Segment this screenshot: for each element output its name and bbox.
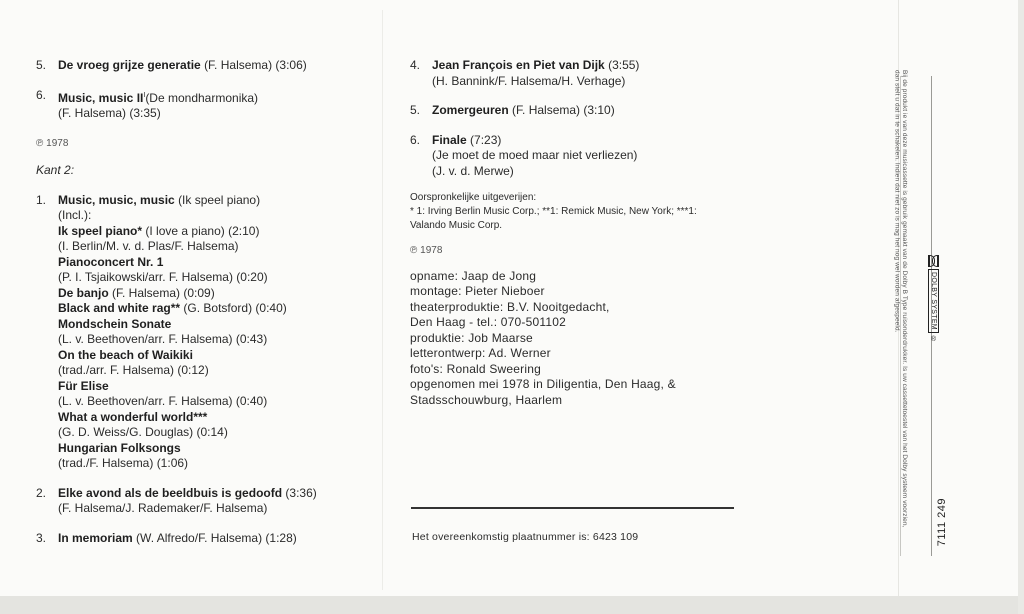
- medley-list: [58, 224, 381, 472]
- credit-line: foto's: Ronald Sweering: [410, 361, 541, 376]
- registered-icon: ®: [930, 335, 937, 343]
- copyright-line: ℗ 1978: [36, 137, 69, 149]
- track-item: [410, 58, 740, 89]
- track-title: De vroeg grijze generatie: [58, 58, 201, 72]
- medley-credit: (G. D. Weiss/G. Douglas) (0:14): [58, 425, 228, 439]
- track-title: Finale: [432, 132, 467, 147]
- track-credit: (F. Halsema) (3:35): [58, 106, 161, 120]
- medley-credit: (L. v. Beethoven/arr. F. Halsema) (0:43): [58, 332, 268, 346]
- medley-credit: (trad./F. Halsema) (1:06): [58, 456, 189, 470]
- track-credit: (J. v. d. Merwe): [432, 163, 514, 178]
- background-strip-right: [1018, 0, 1024, 614]
- publishers-block: [410, 191, 735, 233]
- track-credit: (F. Halsema) (3:06): [204, 58, 307, 72]
- credit-line: montage: Pieter Nieboer: [410, 284, 545, 298]
- medley-title: Mondschein Sonate: [58, 316, 172, 331]
- track-item: 6. Music, music $II^I(De$ mondharmonika) (F. Halsema) (3:35): [36, 87, 259, 120]
- medley-item: [58, 286, 381, 302]
- credit-line: opname: Jaap de Jong: [410, 268, 537, 283]
- medley-item: [58, 348, 381, 379]
- track-title: Music, music II: [58, 90, 144, 105]
- medley-item: [58, 317, 381, 348]
- medley-credit: (F. Halsema) (0:09): [112, 285, 215, 300]
- dolby-double-d-icon: [928, 255, 939, 266]
- medley-credit: (trad./arr. F. Halsema) (0:12): [58, 363, 209, 377]
- track-credit: (W. Alfredo/F. Halsema) (1:28): [136, 530, 297, 545]
- track-credit: (De mondharmonika): [145, 90, 259, 105]
- track-credit: (3:36): [285, 485, 317, 500]
- track-credit: (F. Halsema) (3:10): [512, 103, 615, 117]
- track-credit: (Incl.):: [58, 208, 92, 222]
- medley-title: De banjo: [58, 285, 109, 300]
- track-number: 4.: [410, 58, 421, 72]
- track-credit: (Je moet de moed maar niet verliezen): [432, 148, 638, 162]
- track-number: 2.: [36, 485, 47, 500]
- track-credit: (F. Halsema/J. Rademaker/F. Halsema): [58, 501, 268, 515]
- medley-item: [58, 379, 381, 410]
- credit-line: Stadsschouwburg, Haarlem: [410, 392, 563, 407]
- tracklist-column-left: [36, 58, 381, 546]
- background-strip: [0, 596, 1024, 614]
- track-item: [36, 486, 381, 517]
- medley-item: [58, 224, 381, 255]
- track-number: 6.: [410, 132, 421, 147]
- medley-item: [58, 301, 381, 317]
- medley-credit: (I love a piano) (2:10): [145, 223, 260, 238]
- medley-title: Ik speel piano*: [58, 223, 143, 238]
- track-credit: (7:23): [470, 132, 502, 147]
- track-item: [36, 531, 381, 547]
- medley-credit: (G. Botsford) (0:40): [183, 301, 287, 315]
- medley-credit: (L. v. Beethoven/arr. F. Halsema) (0:40): [58, 394, 268, 408]
- publishers-heading: Oorspronkelijke uitgeverijen:: [410, 192, 537, 203]
- track-title: Jean François en Piet van Dijk: [432, 58, 605, 72]
- track-number: 6.: [36, 87, 47, 102]
- medley-credit: (I. Berlin/M. v. d. Plas/F. Halsema): [58, 239, 239, 253]
- medley-title: What a wonderful world***: [58, 409, 208, 424]
- track-credit: (Ik speel piano): [178, 192, 261, 207]
- track-item: [410, 133, 740, 180]
- side-heading: Kant 2:: [36, 163, 75, 177]
- credit-line: theaterproduktie: B.V. Nooitgedacht,: [410, 299, 610, 314]
- divider-rule: [411, 507, 734, 509]
- medley-title: Pianoconcert Nr. 1: [58, 254, 164, 269]
- track-item: [410, 103, 740, 119]
- medley-title: Black and white rag**: [58, 301, 181, 315]
- track-title: Zomergeuren: [432, 103, 509, 117]
- medley-title: Für Elise: [58, 378, 109, 393]
- tracklist-column-right: [410, 58, 740, 408]
- credit-line: opgenomen mei 1978 in Diligentia, Den Haag, &: [410, 377, 676, 391]
- medley-title: On the beach of Waikiki: [58, 347, 193, 362]
- track-credit: (H. Bannink/F. Halsema/H. Verhage): [432, 73, 626, 88]
- fold-line: [382, 10, 383, 590]
- track-title: In memoriam: [58, 530, 133, 545]
- track-number: 5.: [36, 58, 47, 72]
- track-number: 3.: [36, 530, 47, 545]
- catalog-number: 7111 249: [936, 498, 948, 547]
- track-item: [36, 193, 381, 472]
- medley-item: [58, 441, 381, 472]
- credit-line: produktie: Job Maarse: [410, 330, 533, 345]
- medley-item: [58, 410, 381, 441]
- catalog-reference: Het overeenkomstig plaatnummer is: 6423 109: [412, 531, 639, 543]
- copyright-line: ℗ 1978: [410, 245, 443, 256]
- track-title: Elke avond als de beeldbuis is gedoofd: [58, 485, 283, 500]
- track-number: 1.: [36, 192, 47, 207]
- track-item: [36, 58, 381, 74]
- dolby-notice: Bij de produkt ie van deze musicassette is gebruik gemaakt van de Dolby B Type ruisonderdrukker. Is uw cassettetoestel van het Dolby systeem voorzien, dan stelt u dat in te schakelen. Indien dat niet zo is mag het nog wel worden afgespeeld.: [893, 70, 908, 528]
- track-number: 5.: [410, 103, 421, 117]
- credit-line: letterontwerp: Ad. Werner: [410, 346, 551, 360]
- track-title: Music, music, music: [58, 192, 175, 207]
- dolby-label: DOLBY SYSTEM: [928, 269, 939, 333]
- credit-line: Den Haag - tel.: 070-501102: [410, 315, 566, 329]
- publishers-text: * 1: Irving Berlin Music Corp.; **1: Remick Music, New York; ***1: Valando Music Corp.: [410, 206, 697, 231]
- medley-credit: (P. I. Tsjaikowski/arr. F. Halsema) (0:20): [58, 270, 268, 284]
- production-credits: [410, 269, 740, 409]
- track-credit: (3:55): [608, 58, 640, 72]
- medley-item: [58, 255, 381, 286]
- medley-title: Hungarian Folksongs: [58, 440, 181, 455]
- dolby-logo: [925, 255, 942, 365]
